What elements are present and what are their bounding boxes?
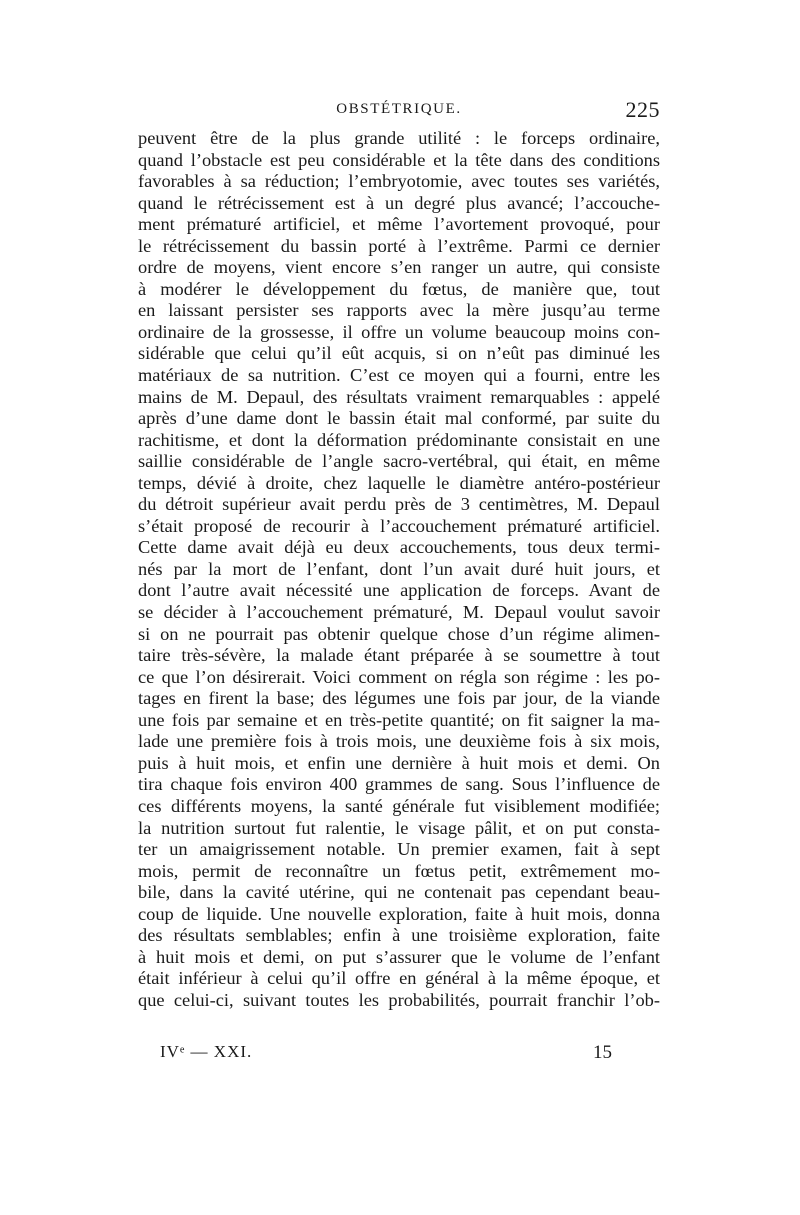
text-line: favorables à sa réduction; l’embryotomie, avec toutes ses variétés, [138, 171, 660, 192]
text-line: quand le rétrécissement est à un degré plus avancé; l’accouche- [138, 192, 660, 213]
volume-signature: IVᵉ — XXI. [160, 1042, 253, 1061]
text-line: ces différents moyens, la santé générale fut visiblement modifiée; [138, 795, 660, 816]
running-title: OBSTÉTRIQUE. [336, 101, 462, 117]
text-line: puis à huit mois, et enfin une dernière à huit mois et demi. On [138, 752, 660, 773]
text-line: à huit mois et demi, on put s’assurer que le volume de l’enfant [138, 946, 660, 967]
text-line: sidérable que celui qu’il eût acquis, si on n’eût pas diminué les [138, 343, 660, 364]
text-line: mains de M. Depaul, des résultats vraiment remarquables : appelé [138, 386, 660, 407]
text-line: était inférieur à celui qu’il offre en général à la même époque, et [138, 968, 660, 989]
text-line: rachitisme, et dont la déformation prédominante consistait en une [138, 429, 660, 450]
text-line: quand l’obstacle est peu considérable et la tête dans des conditions [138, 149, 660, 170]
text-line: ordinaire de la grossesse, il offre un volume beaucoup moins con- [138, 321, 660, 342]
text-line: que celui-ci, suivant toutes les probabilités, pourrait franchir l’ob- [138, 989, 660, 1010]
text-line: ment prématuré artificiel, et même l’avortement provoqué, pour [138, 214, 660, 235]
text-line: bile, dans la cavité utérine, qui ne contenait pas cependant beau- [138, 882, 660, 903]
text-line: en laissant persister ses rapports avec la mère jusqu’au terme [138, 300, 660, 321]
text-line: matériaux de sa nutrition. C’est ce moyen qui a fourni, entre les [138, 365, 660, 386]
text-line: taire très-sévère, la malade étant préparée à se soumettre à tout [138, 645, 660, 666]
body-text [138, 128, 660, 1011]
text-line: du détroit supérieur avait perdu près de 3 centimètres, M. Depaul [138, 494, 660, 515]
text-line: dont l’autre avait nécessité une application de forceps. Avant de [138, 580, 660, 601]
text-line: le rétrécissement du bassin porté à l’extrême. Parmi ce dernier [138, 235, 660, 256]
text-line: des résultats semblables; enfin à une troisième exploration, faite [138, 925, 660, 946]
page-number: 225 [625, 97, 660, 122]
text-line: coup de liquide. Une nouvelle exploration, faite à huit mois, donna [138, 903, 660, 924]
text-line: tages en firent la base; des légumes une fois par jour, de la viande [138, 688, 660, 709]
text-line: ordre de moyens, vient encore s’en ranger un autre, qui consiste [138, 257, 660, 278]
text-line: saillie considérable de l’angle sacro-vertébral, qui était, en même [138, 451, 660, 472]
text-line: la nutrition surtout fut ralentie, le visage pâlit, et on put consta- [138, 817, 660, 838]
text-line: peuvent être de la plus grande utilité : le forceps ordinaire, [138, 128, 660, 148]
text-line: se décider à l’accouchement prématuré, M. Depaul voulut savoir [138, 602, 660, 623]
text-line: temps, dévié à droite, chez laquelle le diamètre antéro-postérieur [138, 472, 660, 493]
sheet-signature: 15 [593, 1042, 612, 1063]
text-line: Cette dame avait déjà eu deux accouchements, tous deux termi- [138, 537, 660, 558]
text-line: s’était proposé de recourir à l’accouchement prématuré artificiel. [138, 515, 660, 536]
text-line: ce que l’on désirerait. Voici comment on régla son régime : les po- [138, 666, 660, 687]
text-line: si on ne pourrait pas obtenir quelque chose d’un régime alimen- [138, 623, 660, 644]
text-line: à modérer le développement du fœtus, de manière que, tout [138, 278, 660, 299]
signature-mark [160, 1042, 612, 1068]
text-line: une fois par semaine et en très-petite quantité; on fit saigner la ma- [138, 709, 660, 730]
text-line: après d’une dame dont le bassin était mal conformé, par suite du [138, 408, 660, 429]
text-line: tira chaque fois environ 400 grammes de sang. Sous l’influence de [138, 774, 660, 795]
text-line: ter un amaigrissement notable. Un premier examen, fait à sept [138, 839, 660, 860]
running-head [138, 97, 660, 123]
text-line: lade une première fois à trois mois, une deuxième fois à six mois, [138, 731, 660, 752]
text-line: mois, permit de reconnaître un fœtus petit, extrêmement mo- [138, 860, 660, 881]
text-line: nés par la mort de l’enfant, dont l’un avait duré huit jours, et [138, 558, 660, 579]
